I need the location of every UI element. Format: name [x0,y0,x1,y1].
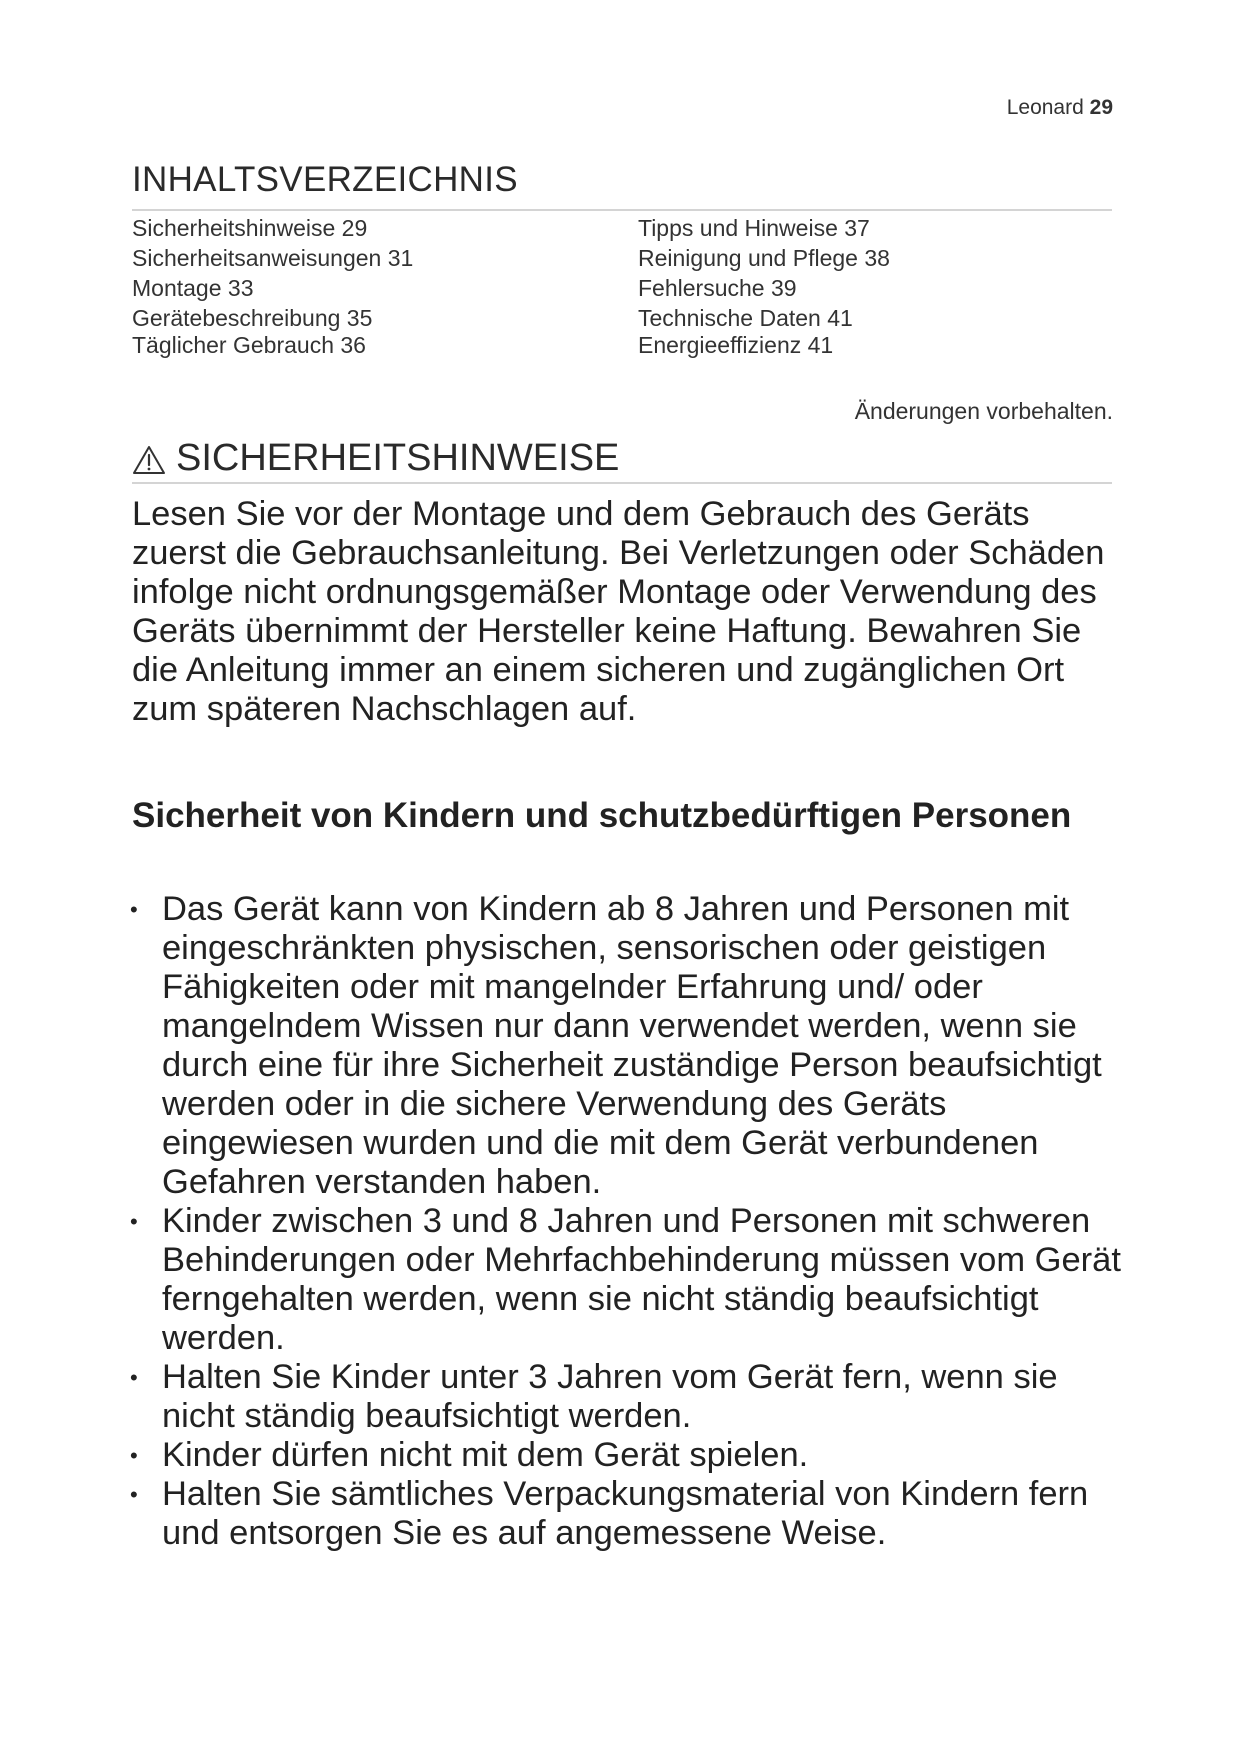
list-item [130,1475,1125,1553]
list-item [130,1436,1125,1475]
bullet-icon: • [130,897,138,922]
toc-entry[interactable]: Reinigung und Pflege 38 [638,245,890,271]
bullet-icon: • [130,1482,138,1507]
bullet-icon: • [130,1365,138,1390]
list-item-text: Kinder zwischen 3 und 8 Jahren und Personen mit schweren Behinderungen oder Mehrfachbehinderung müssen vom Gerät ferngehalten werden, wenn sie nicht ständig beaufsichtigt werden. [162,1202,1121,1357]
toc-entry[interactable]: Gerätebeschreibung 35 [132,305,373,331]
safety-section-title [132,437,619,480]
safety-intro-paragraph: Lesen Sie vor der Montage und dem Gebrauch des Geräts zuerst die Gebrauchsanleitung. Bei Verletzungen oder Schäden infolge nicht ordnungsgemäßer Montage oder Verwendung des Geräts übernimmt der Hersteller keine Haftung. Bewahren Sie die Anleitung immer an einem sicheren und zugänglichen Ort zum späteren Nachschlagen auf. [132,495,1105,728]
page-number: 29 [1089,96,1113,119]
safety-title-text: SICHERHEITSHINWEISE [176,437,620,479]
toc-right-column [638,213,890,360]
page-header [1007,96,1113,120]
list-item-text: Das Gerät kann von Kindern ab 8 Jahren und Personen mit eingeschränkten physischen, sensorischen oder geistigen Fähigkeiten oder mit mangelnder Erfahrung und/ oder mangelndem Wissen nur dann verwendet werden, wenn sie durch eine für ihre Sicherheit zuständige Person beaufsichtigt werden oder in die sichere Verwendung des Geräts eingewiesen wurden und die mit dem Gerät verbundenen Gefahren verstanden haben. [162,890,1102,1201]
toc-entry[interactable]: Technische Daten 41 [638,305,853,331]
toc-divider [132,209,1112,211]
toc-left-column [132,213,413,360]
toc-entry[interactable]: Sicherheitshinweise 29 [132,215,368,241]
changes-note: Änderungen vorbehalten. [854,398,1113,424]
warning-triangle-icon [132,445,166,475]
safety-divider [132,482,1112,484]
children-safety-list [130,890,1125,1553]
list-item-text: Kinder dürfen nicht mit dem Gerät spielen. [162,1436,809,1474]
list-item [130,1358,1125,1436]
toc-entry[interactable]: Sicherheitsanweisungen 31 [132,245,414,271]
toc-entry[interactable]: Fehlersuche 39 [638,275,797,301]
list-item-text: Halten Sie sämtliches Verpackungsmaterial von Kindern fern und entsorgen Sie es auf angemessene Weise. [162,1475,1089,1552]
toc-entry[interactable]: Täglicher Gebrauch 36 [132,332,366,358]
brand-name: Leonard [1006,96,1084,119]
list-item [130,890,1125,1202]
toc-title: INHALTSVERZEICHNIS [132,160,518,199]
bullet-icon: • [130,1443,138,1468]
list-item-text: Halten Sie Kinder unter 3 Jahren vom Gerät fern, wenn sie nicht ständig beaufsichtigt werden. [162,1358,1058,1435]
toc-entry[interactable]: Tipps und Hinweise 37 [638,215,870,241]
toc-entry[interactable]: Energieeffizienz 41 [638,332,834,358]
children-safety-heading: Sicherheit von Kindern und schutzbedürftigen Personen [132,796,1072,835]
list-item [130,1202,1125,1358]
bullet-icon: • [130,1209,138,1234]
toc-entry[interactable]: Montage 33 [132,275,254,301]
